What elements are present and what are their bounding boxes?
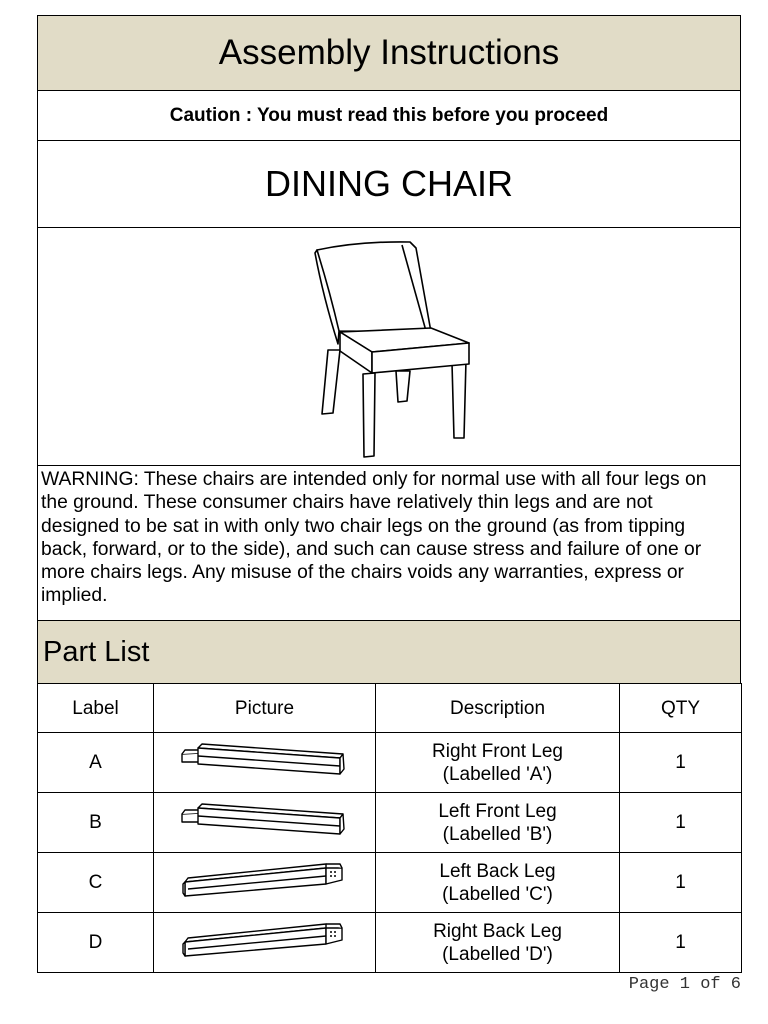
page-title: Assembly Instructions — [218, 33, 560, 72]
front-leg-icon — [180, 800, 350, 840]
part-list-title: Part List — [43, 635, 150, 668]
column-header-qty: QTY — [620, 684, 742, 733]
product-name: DINING CHAIR — [264, 163, 513, 204]
title-banner — [37, 15, 741, 90]
dining-chair-illustration-icon — [38, 228, 740, 466]
part-tag: (Labelled 'A') — [442, 763, 553, 785]
part-name: Right Front Leg — [432, 740, 563, 762]
part-tag: (Labelled 'B') — [442, 823, 553, 845]
table-row — [38, 793, 742, 853]
assembly-sheet — [37, 15, 741, 973]
part-qty: 1 — [620, 853, 742, 913]
part-label: C — [38, 853, 154, 913]
part-label: D — [38, 913, 154, 973]
caution-text: Caution : You must read this before you proceed — [169, 104, 609, 126]
column-header-label: Label — [38, 684, 154, 733]
part-picture — [154, 913, 376, 973]
part-qty: 1 — [620, 913, 742, 973]
part-label: B — [38, 793, 154, 853]
part-description — [376, 913, 620, 973]
part-label: A — [38, 733, 154, 793]
part-tag: (Labelled 'C') — [442, 883, 553, 905]
part-list-table — [37, 683, 742, 973]
product-image-panel — [37, 227, 741, 465]
product-banner — [37, 140, 741, 227]
part-picture — [154, 733, 376, 793]
caution-banner — [37, 90, 741, 140]
part-tag: (Labelled 'D') — [442, 943, 553, 965]
page-indicator: Page 1 of 6 — [628, 975, 741, 994]
part-name: Left Front Leg — [438, 800, 557, 822]
table-row — [38, 853, 742, 913]
part-description — [376, 853, 620, 913]
column-header-picture: Picture — [154, 684, 376, 733]
part-name: Right Back Leg — [433, 920, 562, 942]
part-picture — [154, 853, 376, 913]
back-leg-icon — [180, 860, 350, 900]
part-name: Left Back Leg — [439, 860, 556, 882]
table-row — [38, 913, 742, 973]
front-leg-icon — [180, 740, 350, 780]
part-qty: 1 — [620, 793, 742, 853]
part-picture — [154, 793, 376, 853]
table-header-row — [38, 684, 742, 733]
part-description — [376, 793, 620, 853]
table-row — [38, 733, 742, 793]
part-list-heading — [37, 620, 741, 683]
back-leg-icon — [180, 920, 350, 960]
warning-notice: WARNING: These chairs are intended only for normal use with all four legs on the ground. These consumer chairs have relatively thin legs and are not designed to be sat in with only two chair legs on the ground (as from tipping back, forward, or to the side), and such can cause stress and failure of one or more chairs legs. Any misuse of the chairs voids any warranties, express or implied. — [37, 465, 741, 620]
part-qty: 1 — [620, 733, 742, 793]
column-header-description: Description — [376, 684, 620, 733]
part-description — [376, 733, 620, 793]
